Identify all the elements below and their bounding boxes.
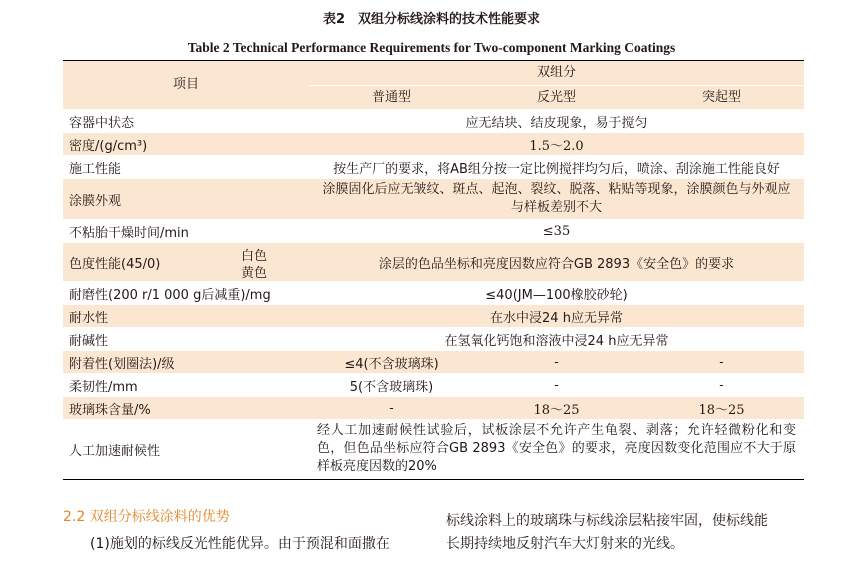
- row-label: 柔韧性/mm: [69, 379, 138, 395]
- header-type-ordinary: 普通型: [371, 90, 411, 105]
- left-paragraph: (1)施划的标线反光性能优异。由于预混和面撒在: [90, 536, 390, 552]
- header-item: 项目: [172, 77, 199, 92]
- row-value-raised: -: [719, 377, 724, 393]
- table-caption-en: Table 2 Technical Performance Requirements for Two-component Marking Coatings: [187, 40, 676, 55]
- row-value-reflective: -: [554, 354, 559, 370]
- row-value-reflective: -: [554, 377, 559, 393]
- row-value: 按生产厂的要求，将AB组分按一定比例搅拌均匀后，喷涂、刮涂施工性能良好: [333, 161, 780, 177]
- table-row: [63, 156, 804, 179]
- table-row: [63, 179, 804, 220]
- row-value: 涂膜固化后应无皱纹、斑点、起泡、裂纹、脱落、粘贴等现象，涂膜颜色与外观应与样板差别不大: [322, 182, 791, 215]
- table-row: [63, 374, 804, 397]
- row-value: 1.5～2.0: [529, 138, 584, 154]
- table-caption-cn: 表2 双组分标线涂料的技术性能要求: [322, 12, 541, 27]
- table-header: [63, 61, 804, 110]
- row-label: 人工加速耐候性: [69, 443, 161, 459]
- table-row: [63, 397, 804, 420]
- row-value: 涂层的色品坐标和亮度因数应符合GB 2893《安全色》的要求: [378, 256, 735, 272]
- section-heading: 2.2 双组分标线涂料的优势: [63, 509, 230, 525]
- header-type-raised: 突起型: [701, 90, 741, 105]
- header-type-reflective: 反光型: [536, 90, 576, 105]
- row-label: 耐磨性(200 r/1 000 g后减重)/mg: [69, 287, 271, 303]
- row-label: 施工性能: [69, 161, 122, 177]
- row-value: 在氢氧化钙饱和溶液中浸24 h应无异常: [444, 333, 669, 349]
- row-value: ≤35: [542, 223, 571, 239]
- row-label: 容器中状态: [69, 115, 135, 131]
- table-row: [63, 282, 804, 305]
- row-label: 耐水性: [69, 310, 109, 326]
- row-sublabel-white: 白色: [241, 249, 268, 264]
- row-value: 在水中浸24 h应无异常: [490, 310, 623, 326]
- table-row: [63, 220, 804, 243]
- row-label: 附着性(划圈法)/级: [69, 356, 175, 372]
- requirements-table: [63, 60, 804, 480]
- table-row: [63, 305, 804, 328]
- row-value-reflective: 18～25: [533, 402, 580, 418]
- table-row: [63, 328, 804, 351]
- row-value-ordinary: 5(不含玻璃珠): [349, 379, 434, 395]
- right-paragraph-line-1: 标线涂料上的玻璃珠与标线涂层粘接牢固，使标线能: [446, 513, 768, 529]
- row-label: 涂膜外观: [69, 193, 122, 209]
- row-value: 应无结块、结皮现象，易于搅匀: [465, 115, 648, 131]
- right-paragraph-line-2: 长期持续地反射汽车大灯射来的光线。: [446, 536, 684, 552]
- table-row: [63, 420, 804, 479]
- row-value: 经人工加速耐候性试验后，试板涂层不允许产生龟裂、剥落；允许轻微粉化和变色，但色品坐标应符合GB 2893《安全色》的要求，亮度因数变化范围应不大于原样板亮度因数的20%: [317, 423, 796, 474]
- row-value-raised: -: [719, 354, 724, 370]
- row-label: 不粘胎干燥时间/min: [69, 225, 189, 241]
- row-sublabel-yellow: 黄色: [241, 266, 268, 281]
- row-value-ordinary: ≤4(不含玻璃珠): [344, 356, 439, 372]
- row-label: 耐碱性: [69, 333, 109, 349]
- table-row: [63, 351, 804, 374]
- table-row: [63, 243, 804, 282]
- table-row: [63, 133, 804, 156]
- row-value-raised: 18～25: [698, 402, 745, 418]
- row-value-ordinary: -: [389, 400, 394, 416]
- row-value: ≤40(JM—100橡胶砂轮): [485, 287, 628, 303]
- row-label: 密度/(g/cm³): [69, 138, 148, 154]
- row-label: 玻璃珠含量/%: [69, 402, 151, 418]
- table-row: [63, 110, 804, 133]
- header-group: 双组分: [309, 61, 804, 86]
- row-label: 色度性能(45/0): [69, 256, 161, 272]
